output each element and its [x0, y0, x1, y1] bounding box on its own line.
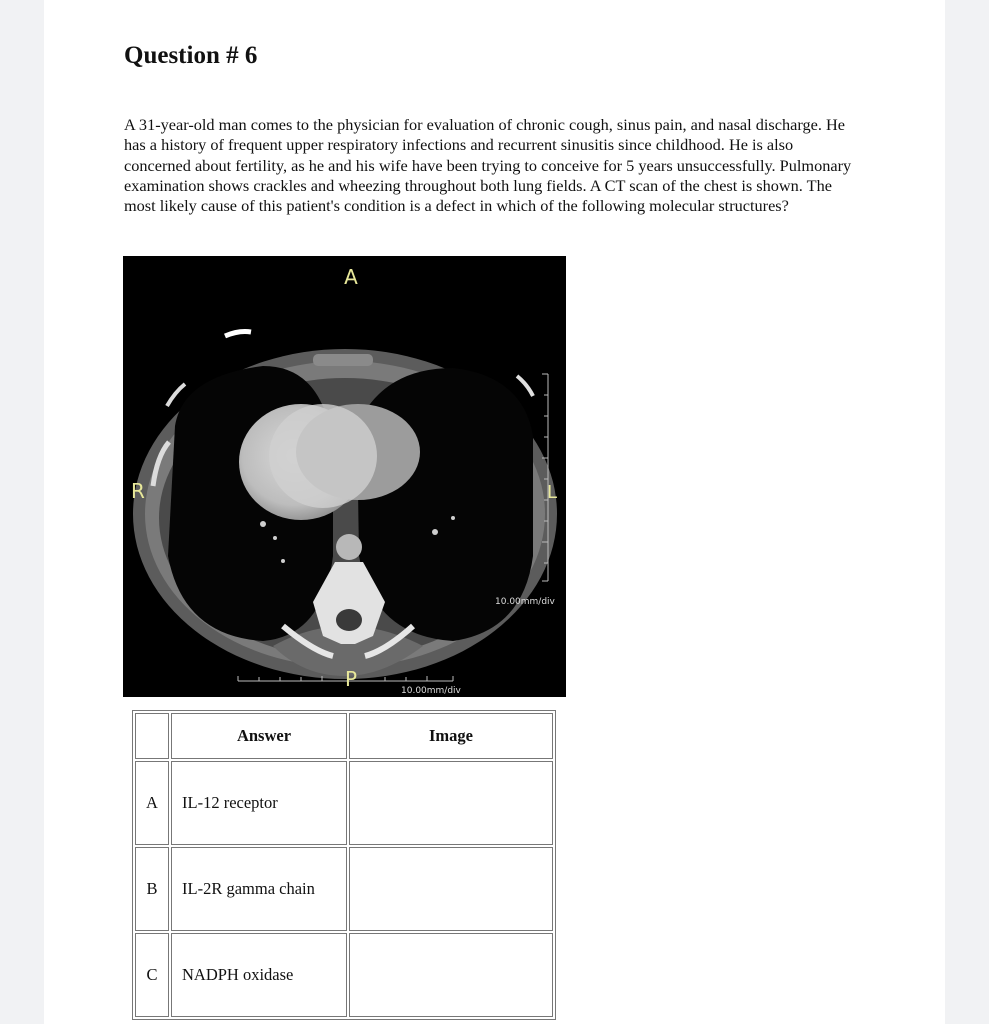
header-answer: Answer [171, 713, 347, 759]
option-answer[interactable]: IL-2R gamma chain [171, 847, 347, 931]
ct-scale-right: 10.00mm/div [495, 597, 555, 607]
ct-label-posterior: P [344, 667, 358, 691]
answer-option-b[interactable] [135, 847, 553, 931]
answer-table [132, 710, 556, 1020]
question-title: Question # 6 [124, 42, 258, 69]
option-image [349, 847, 553, 931]
header-letter [135, 713, 169, 759]
ct-label-anterior: A [344, 265, 358, 289]
option-answer[interactable]: IL-12 receptor [171, 761, 347, 845]
option-answer[interactable]: NADPH oxidase [171, 933, 347, 1017]
option-letter: C [135, 933, 169, 1017]
header-image: Image [349, 713, 553, 759]
option-image [349, 933, 553, 1017]
ct-label-right: R [131, 479, 145, 503]
option-image [349, 761, 553, 845]
ct-scan-image [123, 256, 566, 697]
answer-table-header [135, 713, 553, 759]
ct-scale-bottom: 10.00mm/div [401, 686, 461, 696]
option-letter: B [135, 847, 169, 931]
answer-option-c[interactable] [135, 933, 553, 1017]
question-stem: A 31-year-old man comes to the physician for evaluation of chronic cough, sinus pain, and nasal discharge. He has a history of frequent upper respiratory infections and recurrent sinusitis since childhood. He is also concerned about fertility, as he and his wife have been trying to conceive for 5 years unsuccessfully. Pulmonary examination shows crackles and wheezing throughout both lung fields. A CT scan of the chest is shown. The most likely cause of this patient's condition is a defect in which of the following molecular structures? [124, 115, 852, 216]
option-letter: A [135, 761, 169, 845]
ct-label-left: L [547, 482, 558, 503]
answer-option-a[interactable] [135, 761, 553, 845]
